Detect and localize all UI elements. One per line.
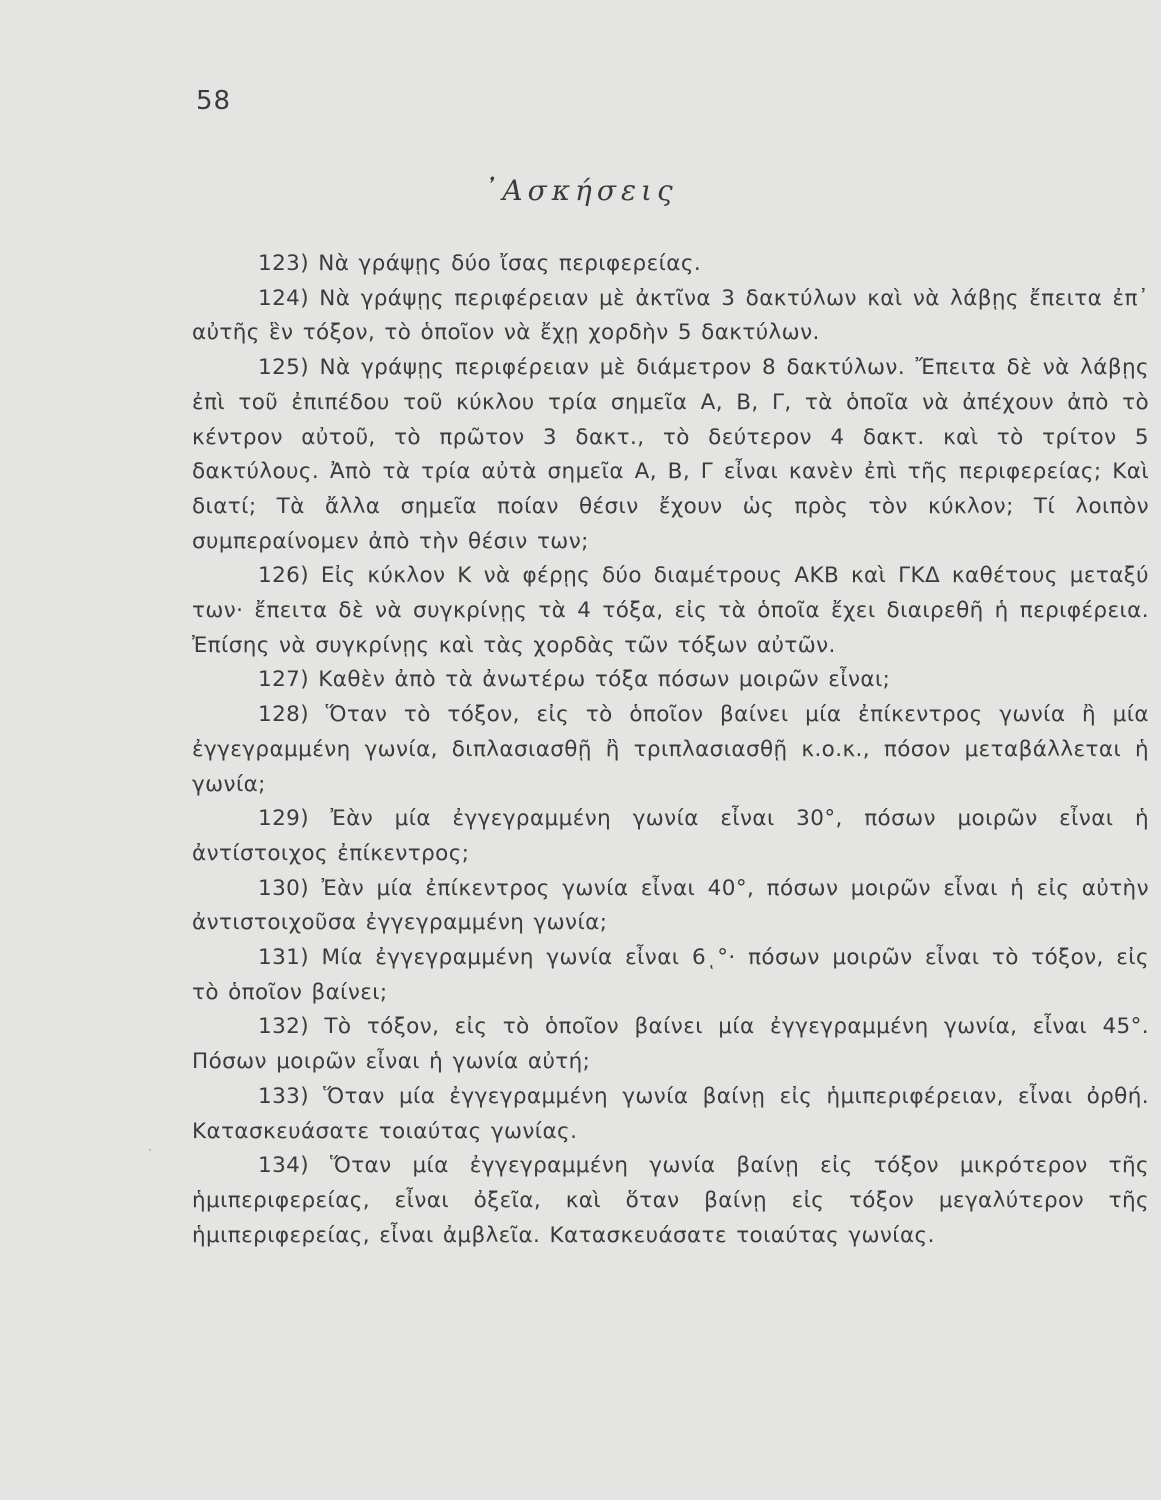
- exercise-134: 134) Ὅταν μία ἐγγεγραμμένη γωνία βαίνῃ εἰς τόξον μικρότερον τῆς ἡμιπεριφερείας, εἶναι ὀξεῖα, καὶ ὅταν βαίνῃ εἰς τόξον μεγαλύτερον τῆς ἡμιπεριφερείας, εἶναι ἀμβλεῖα. Κατασκευάσατε τοιαύτας γωνίας.: [192, 1153, 1149, 1248]
- page-number: 58: [196, 86, 232, 116]
- exercise-127: 127) Καθὲν ἀπὸ τὰ ἀνωτέρω τόξα πόσων μοιρῶν εἶναι;: [258, 667, 891, 693]
- exercise-133: 133) Ὅταν μία ἐγγεγραμμένη γωνία βαίνῃ εἰς ἡμιπεριφέρειαν, εἶναι ὀρθή. Κατασκευάσατε τοιαύτας γωνίας.: [192, 1083, 1149, 1144]
- scan-speck: ·: [148, 1143, 152, 1157]
- exercise-124: 124) Νὰ γράψῃς περιφέρειαν μὲ ἀκτῖνα 3 δακτύλων καὶ νὰ λάβῃς ἔπειτα ἐπ᾿ αὐτῆς ἓν τόξον, τὸ ὁποῖον νὰ ἔχῃ χορδὴν 5 δακτύλων.: [192, 285, 1149, 346]
- section-title: ᾿Ασκήσεις: [483, 174, 678, 207]
- exercise-125: 125) Νὰ γράψῃς περιφέρειαν μὲ διάμετρον 8 δακτύλων. Ἔπειτα δὲ νὰ λάβῃς ἐπὶ τοῦ ἐπιπέδου τοῦ κύκλου τρία σημεῖα Α, Β, Γ, τὰ ὁποῖα νὰ ἀπέχουν ἀπὸ τὸ κέντρον αὐτοῦ, τὸ πρῶτον 3 δακτ., τὸ δεύτερον 4 δακτ. καὶ τὸ τρίτον 5 δακτύλους. Ἀπὸ τὰ τρία αὐτὰ σημεῖα Α, Β, Γ εἶναι κανὲν ἐπὶ τῆς περιφερείας; Καὶ διατί; Τὰ ἄλλα σημεῖα ποίαν θέσιν ἔχουν ὡς πρὸς τὸν κύκλον; Τί λοιπὸν συμπεραίνομεν ἀπὸ τὴν θέσιν των;: [192, 355, 1149, 554]
- exercise-132: 132) Τὸ τόξον, εἰς τὸ ὁποῖον βαίνει μία ἐγγεγραμμένη γωνία, εἶναι 45°. Πόσων μοιρῶν εἶναι ἡ γωνία αὐτή;: [192, 1014, 1149, 1075]
- exercise-126: 126) Εἰς κύκλον Κ νὰ φέρῃς δύο διαμέτρους ΑΚΒ καὶ ΓΚΔ καθέτους μεταξύ των· ἔπειτα δὲ νὰ συγκρίνῃς τὰ 4 τόξα, εἰς τὰ ὁποῖα ἔχει διαιρεθῆ ἡ περιφέρεια. Ἐπίσης νὰ συγκρίνῃς καὶ τὰς χορδὰς τῶν τόξων αὐτῶν.: [192, 563, 1149, 658]
- exercise-128: 128) Ὅταν τὸ τόξον, εἰς τὸ ὁποῖον βαίνει μία ἐπίκεντρος γωνία ἢ μία ἐγγεγραμμένη γωνία, διπλασιασθῇ ἢ τριπλασιασθῇ κ.ο.κ., πόσον μεταβάλλεται ἡ γωνία;: [192, 702, 1149, 797]
- exercise-129: 129) Ἐὰν μία ἐγγεγραμμένη γωνία εἶναι 30°, πόσων μοιρῶν εἶναι ἡ ἀντίστοιχος ἐπίκεντρος;: [192, 806, 1149, 866]
- exercise-131: 131) Μία ἐγγεγραμμένη γωνία εἶναι 6ͺ°· πόσων μοιρῶν εἶναι τὸ τόξον, εἰς τὸ ὁποῖον βαίνει;: [192, 945, 1149, 1005]
- exercise-list: [192, 247, 1149, 1253]
- exercise-123: 123) Νὰ γράψῃς δύο ἴσας περιφερείας.: [258, 251, 702, 276]
- exercise-130: 130) Ἐὰν μία ἐπίκεντρος γωνία εἶναι 40°, πόσων μοιρῶν εἶναι ἡ εἰς αὐτὴν ἀντιστοιχοῦσα ἐγγεγραμμένη γωνία;: [192, 875, 1149, 936]
